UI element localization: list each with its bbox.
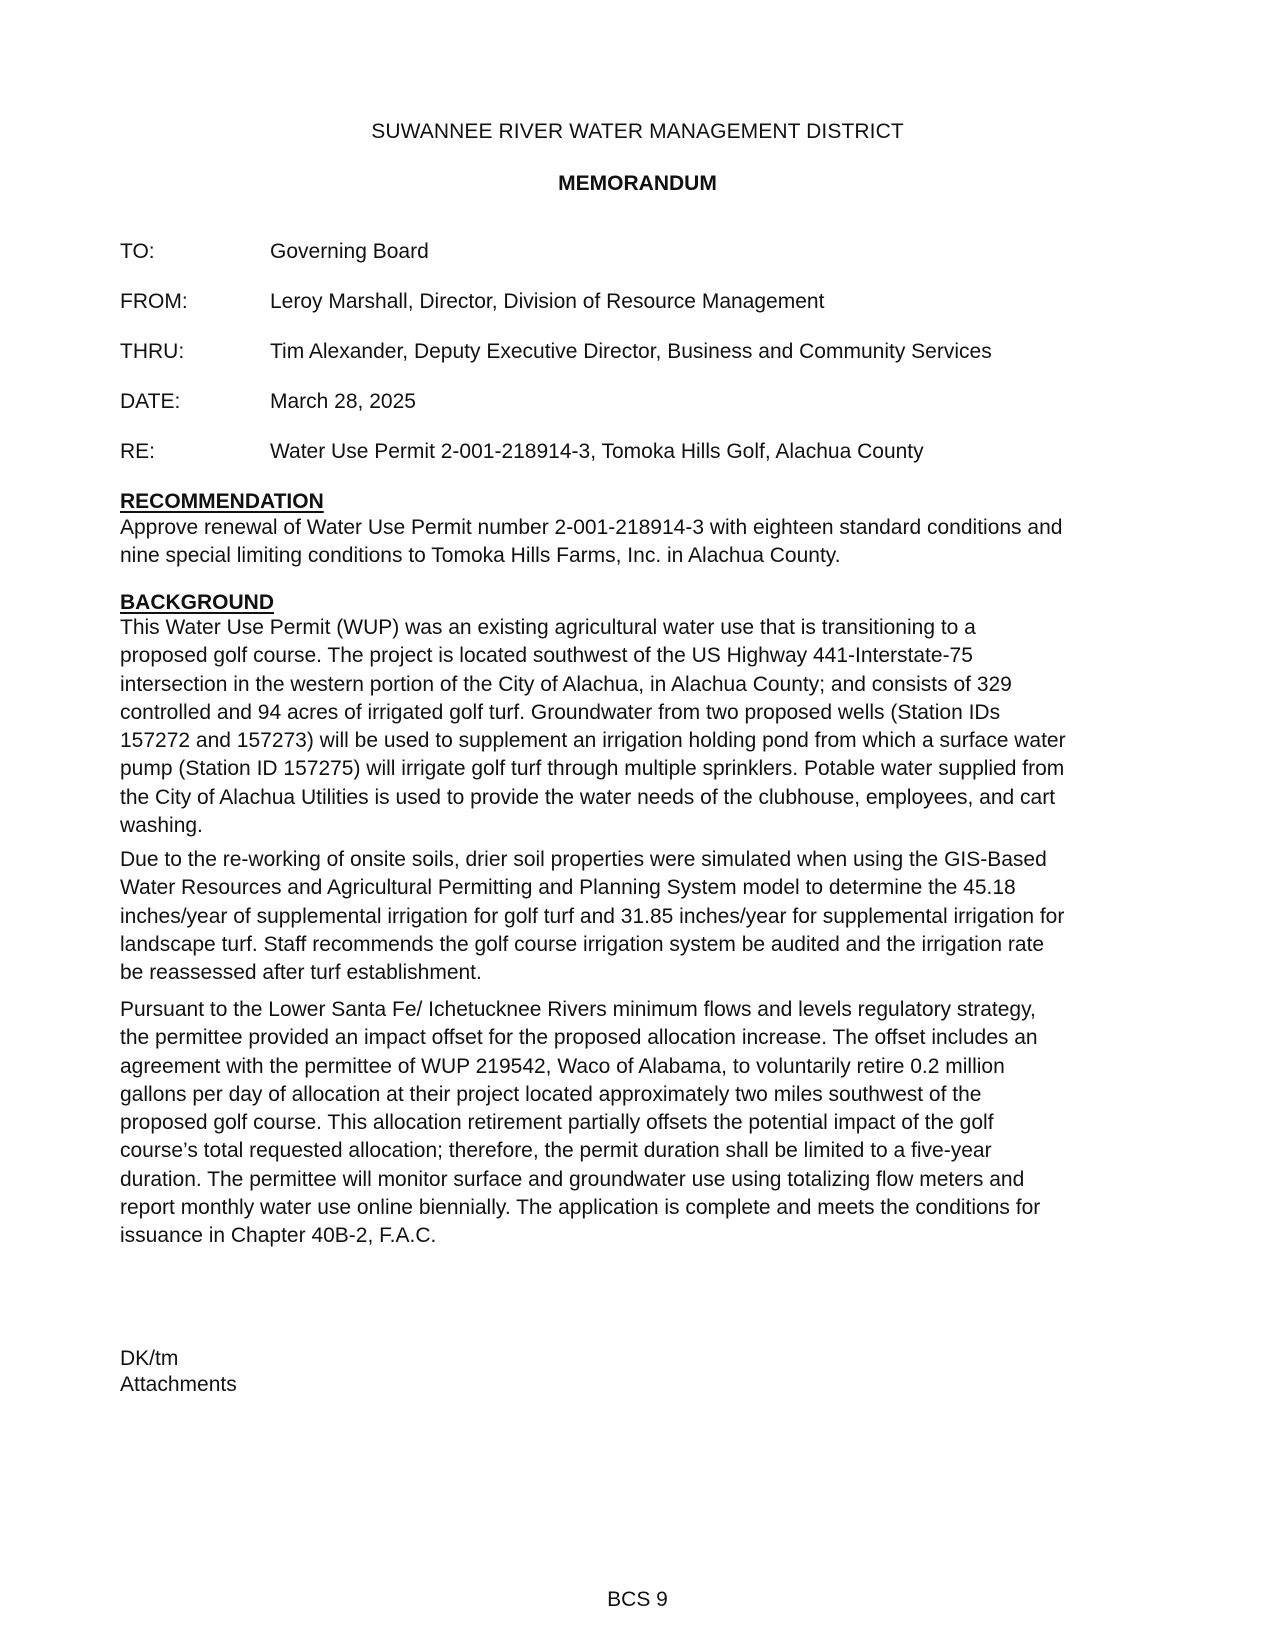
author-initials: DK/tm xyxy=(120,1347,179,1370)
header-value: Water Use Permit 2-001-218914-3, Tomoka Hills Golf, Alachua County xyxy=(270,440,924,463)
text-line: gallons per day of allocation at their project located approximately two miles southwest of the xyxy=(120,1082,982,1106)
text-line: pump (Station ID 157275) will irrigate golf turf through multiple sprinklers. Potable water supplied from xyxy=(120,757,1065,781)
text-line: inches/year of supplemental irrigation for golf turf and 31.85 inches/year for supplemental irrigation for xyxy=(120,904,1065,928)
background-paragraph-1 xyxy=(120,614,1165,840)
text-line: Due to the re-working of onsite soils, drier soil properties were simulated when using the GIS-Based xyxy=(120,848,1047,871)
text-line: This Water Use Permit (WUP) was an existing agricultural water use that is transitioning to a xyxy=(120,616,976,639)
background-heading: BACKGROUND xyxy=(120,591,274,614)
header-label: TO: xyxy=(120,240,155,263)
text-line: issuance in Chapter 40B-2, F.A.C. xyxy=(120,1224,437,1248)
text-line: 157272 and 157273) will be used to supplement an irrigation holding pond from which a surface water xyxy=(120,729,1066,753)
header-label: RE: xyxy=(120,440,156,463)
header-value: Governing Board xyxy=(270,240,429,263)
text-line: nine special limiting conditions to Tomoka Hills Farms, Inc. in Alachua County. xyxy=(120,544,841,568)
header-value: Leroy Marshall, Director, Division of Resource Management xyxy=(270,290,825,313)
organization-name: SUWANNEE RIVER WATER MANAGEMENT DISTRICT xyxy=(371,120,904,143)
text-line: landscape turf. Staff recommends the golf course irrigation system be audited and the irrigation rate xyxy=(120,932,1045,956)
text-line: the City of Alachua Utilities is used to provide the water needs of the clubhouse, employees, and cart xyxy=(120,785,1056,809)
text-line: proposed golf course. This allocation retirement partially offsets the potential impact of the golf xyxy=(120,1111,994,1135)
recommendation-paragraph xyxy=(120,514,1165,571)
page-number: BCS 9 xyxy=(607,1588,668,1611)
text-line: duration. The permittee will monitor surface and groundwater use using totalizing flow meters and xyxy=(120,1167,1025,1191)
text-line: be reassessed after turf establishment. xyxy=(120,961,482,985)
text-line: intersection in the western portion of the City of Alachua, in Alachua County; and consists of 329 xyxy=(120,672,1012,696)
header-label: DATE: xyxy=(120,390,181,413)
background-paragraph-2 xyxy=(120,846,1165,987)
text-line: agreement with the permittee of WUP 219542, Waco of Alabama, to voluntarily retire 0.2 million xyxy=(120,1054,1005,1078)
text-line: washing. xyxy=(120,814,203,838)
text-line: Pursuant to the Lower Santa Fe/ Ichetucknee Rivers minimum flows and levels regulatory strategy, xyxy=(120,998,1036,1021)
header-label: THRU: xyxy=(120,340,185,363)
memo-title: MEMORANDUM xyxy=(558,172,717,195)
text-line: report monthly water use online biennially. The application is complete and meets the conditions for xyxy=(120,1196,1041,1220)
text-line: Water Resources and Agricultural Permitting and Planning System model to determine the 45.18 xyxy=(120,876,1016,900)
text-line: course’s total requested allocation; therefore, the permit duration shall be limited to a five-year xyxy=(120,1139,992,1163)
background-paragraph-3 xyxy=(120,996,1165,1251)
attachments-label: Attachments xyxy=(120,1373,237,1396)
text-line: controlled and 94 acres of irrigated golf turf. Groundwater from two proposed wells (Station IDs xyxy=(120,700,1001,724)
header-label: FROM: xyxy=(120,290,188,313)
header-value: Tim Alexander, Deputy Executive Director, Business and Community Services xyxy=(270,340,992,363)
text-line: the permittee provided an impact offset for the proposed allocation increase. The offset includes an xyxy=(120,1026,1038,1050)
recommendation-heading: RECOMMENDATION xyxy=(120,490,324,513)
text-line: Approve renewal of Water Use Permit number 2-001-218914-3 with eighteen standard conditions and xyxy=(120,516,1063,539)
text-line: proposed golf course. The project is located southwest of the US Highway 441-Interstate-75 xyxy=(120,644,973,668)
header-value: March 28, 2025 xyxy=(270,390,416,413)
